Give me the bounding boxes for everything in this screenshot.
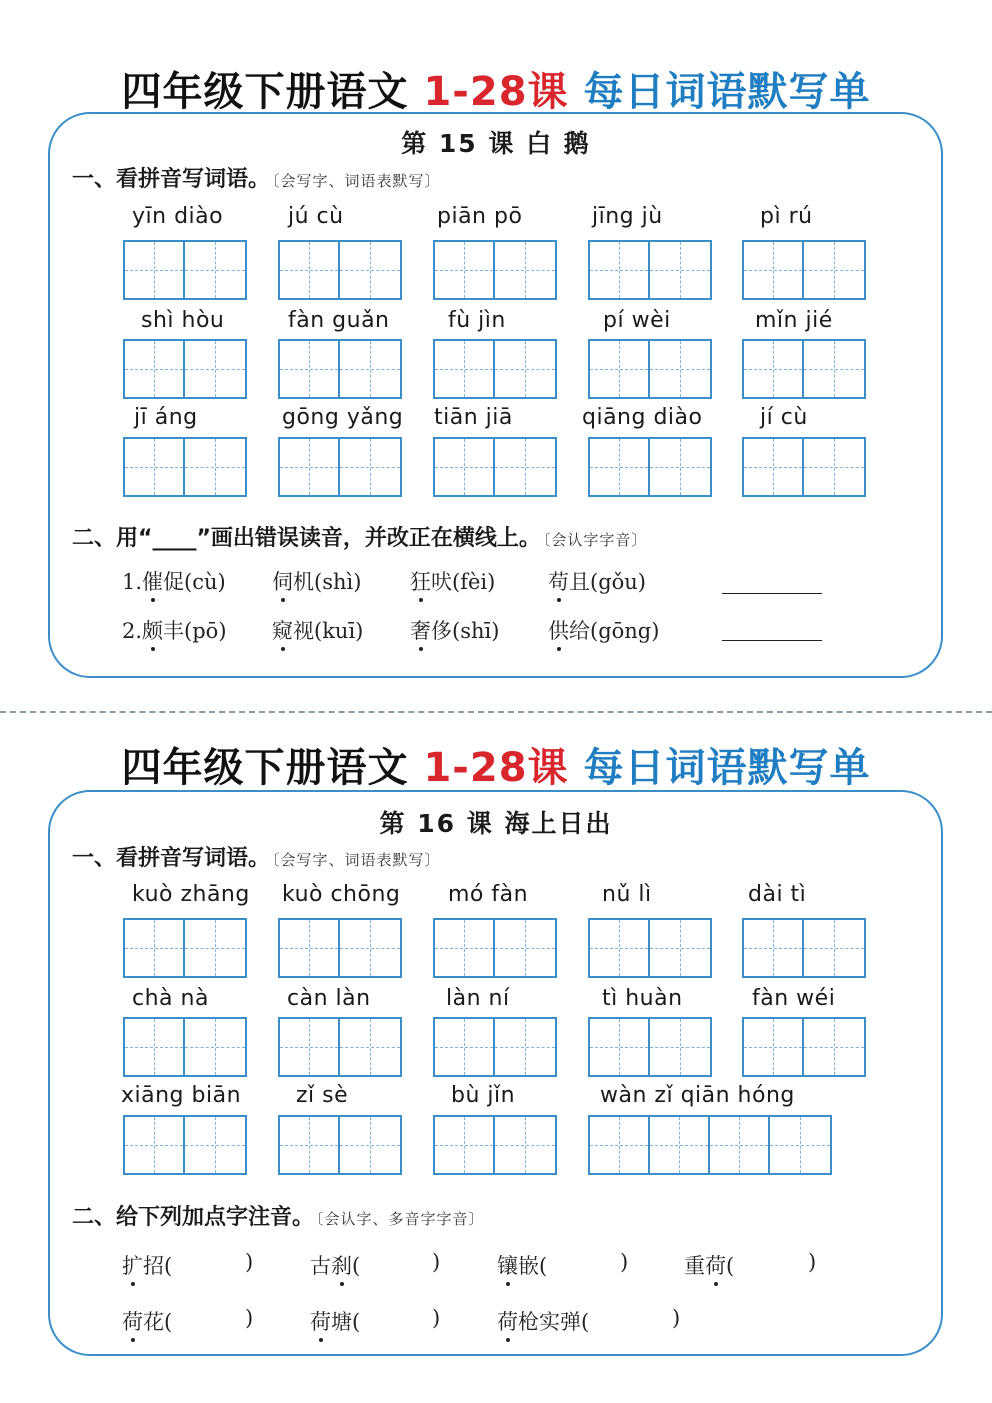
writing-grid[interactable]: [123, 339, 247, 399]
item-number: 2.: [122, 619, 143, 643]
section-heading: [72, 841, 441, 872]
pinyin-label: pí wèi: [603, 308, 671, 333]
writing-grid[interactable]: [588, 1017, 712, 1077]
word-reading: 吠(fèi): [431, 570, 496, 594]
pronunciation-item: [410, 615, 499, 645]
pronunciation-item: [272, 566, 361, 596]
answer-paren-close[interactable]: ): [808, 1250, 817, 1274]
pinyin-label: jīng jù: [592, 204, 663, 229]
dotted-char: 伺: [272, 566, 293, 596]
pinyin-label: dài tì: [748, 882, 807, 907]
answer-paren-close[interactable]: ): [432, 1250, 441, 1274]
item-suffix: 花(: [143, 1310, 173, 1334]
section-heading-text: 一、看拼音写词语。: [72, 846, 271, 871]
word-reading: 视(kuī): [293, 619, 364, 643]
pinyin-label: kuò zhāng: [132, 882, 250, 907]
pinyin-label: zǐ sè: [296, 1083, 349, 1108]
section-heading-text: 二、用“____”画出错误读音，并改正在横线上。: [72, 526, 541, 551]
pinyin-label: nǔ lì: [602, 882, 652, 907]
pronunciation-row: [122, 566, 226, 596]
dotted-char: 荷: [310, 1306, 331, 1336]
pinyin-label: tì huàn: [602, 986, 683, 1011]
section-note: 〔会写字、词语表默写〕: [272, 851, 441, 869]
dotted-char: 荷: [122, 1306, 143, 1336]
item-suffix: 塘(: [331, 1310, 361, 1334]
writing-grid[interactable]: [123, 240, 247, 300]
annotation-item: [497, 1250, 547, 1280]
annotation-item: [310, 1250, 360, 1280]
pronunciation-item: [548, 615, 659, 645]
section-heading-text: 一、看拼音写词语。: [72, 167, 271, 192]
pinyin-label: shì hòu: [141, 308, 225, 333]
dotted-char: 苟: [548, 566, 569, 596]
pinyin-label: tiān jiā: [434, 405, 513, 430]
pronunciation-item: [272, 615, 363, 645]
word-reading: 丰(pō): [163, 619, 227, 643]
pinyin-label: mó fàn: [448, 882, 529, 907]
answer-paren-close[interactable]: ): [245, 1250, 254, 1274]
dotted-char: 窥: [272, 615, 293, 645]
section-heading: [72, 1200, 485, 1231]
sheet-title: [0, 60, 992, 117]
pinyin-label: xiāng biān: [121, 1083, 242, 1108]
annotation-item: [310, 1306, 360, 1336]
pinyin-label: fàn guǎn: [288, 308, 390, 333]
dotted-char: 催: [142, 566, 163, 596]
dotted-char: 刹: [331, 1250, 352, 1280]
pinyin-label: chà nà: [132, 986, 209, 1011]
pinyin-label: bù jǐn: [451, 1083, 516, 1108]
writing-grid[interactable]: [742, 437, 866, 497]
answer-line[interactable]: [722, 640, 822, 641]
writing-grid[interactable]: [433, 1115, 557, 1175]
word-reading: 促(cù): [163, 570, 226, 594]
pinyin-label: jú cù: [288, 204, 344, 229]
title-part-lessons: 1-28课: [423, 69, 569, 115]
writing-grid[interactable]: [123, 918, 247, 978]
annotation-item: [122, 1306, 172, 1336]
section-note: 〔会认字、多音字字音〕: [316, 1210, 485, 1228]
writing-grid[interactable]: [278, 1017, 402, 1077]
word-reading: 侈(shī): [431, 619, 500, 643]
annotation-item: [684, 1250, 734, 1280]
pinyin-label: kuò chōng: [282, 882, 401, 907]
writing-grid[interactable]: [278, 240, 402, 300]
dotted-char: 供: [548, 615, 569, 645]
section-heading: [72, 521, 647, 552]
writing-grid[interactable]: [278, 918, 402, 978]
pinyin-label: pì rú: [760, 204, 813, 229]
pinyin-label: càn làn: [287, 986, 371, 1011]
pinyin-label: làn ní: [446, 986, 510, 1011]
section-heading-text: 二、给下列加点字注音。: [72, 1205, 315, 1230]
writing-grid[interactable]: [433, 437, 557, 497]
item-suffix: (: [352, 1254, 361, 1278]
sheet-title: [0, 736, 992, 793]
writing-grid[interactable]: [123, 1017, 247, 1077]
writing-grid[interactable]: [278, 339, 402, 399]
writing-grid[interactable]: [433, 918, 557, 978]
pinyin-label: piān pō: [437, 204, 523, 229]
item-prefix: 重: [684, 1254, 705, 1278]
item-suffix: 枪实弹(: [518, 1310, 590, 1334]
writing-grid[interactable]: [123, 1115, 247, 1175]
section-heading: [72, 162, 441, 193]
pinyin-label: yīn diào: [132, 204, 224, 229]
writing-grid[interactable]: [742, 918, 866, 978]
dotted-char: 镶: [497, 1250, 518, 1280]
answer-paren-close[interactable]: ): [672, 1306, 681, 1330]
title-part-grade: 四年级下册语文: [121, 69, 409, 115]
writing-grid[interactable]: [278, 437, 402, 497]
pinyin-label: wàn zǐ qiān hóng: [600, 1083, 795, 1108]
word-reading: 给(gōng): [569, 619, 660, 643]
writing-grid[interactable]: [742, 1017, 866, 1077]
answer-paren-close[interactable]: ): [620, 1250, 629, 1274]
answer-paren-close[interactable]: ): [245, 1306, 254, 1330]
pinyin-label: fàn wéi: [752, 986, 836, 1011]
cut-line: [0, 711, 992, 713]
lesson-title: 第 16 课 海上日出: [379, 809, 613, 838]
annotation-item: [497, 1306, 589, 1336]
word-reading: 且(gǒu): [569, 570, 646, 594]
answer-line[interactable]: [722, 593, 822, 594]
title-part-lessons: 1-28课: [423, 745, 569, 791]
item-suffix: (: [726, 1254, 735, 1278]
writing-grid[interactable]: [433, 339, 557, 399]
dotted-char: 颇: [142, 615, 163, 645]
title-part-worksheet: 每日词语默写单: [583, 745, 871, 791]
pinyin-label: qiāng diào: [582, 405, 703, 430]
annotation-item: [122, 1250, 172, 1280]
lesson-title: 第 15 课 白 鹅: [401, 129, 591, 158]
section-note: 〔会写字、词语表默写〕: [272, 172, 441, 190]
dotted-char: 奢: [410, 615, 431, 645]
writing-grid[interactable]: [123, 437, 247, 497]
pronunciation-item: [410, 566, 495, 596]
dotted-char: 扩: [122, 1250, 143, 1280]
pinyin-label: mǐn jié: [755, 308, 833, 333]
pronunciation-item: [548, 566, 646, 596]
title-part-worksheet: 每日词语默写单: [583, 69, 871, 115]
writing-grid[interactable]: [278, 1115, 402, 1175]
writing-grid[interactable]: [588, 339, 712, 399]
writing-grid[interactable]: [433, 1017, 557, 1077]
dotted-char: 荷: [705, 1250, 726, 1280]
dotted-char: 狂: [410, 566, 431, 596]
dotted-char: 荷: [497, 1306, 518, 1336]
pinyin-label: jī áng: [134, 405, 198, 430]
writing-grid[interactable]: [433, 240, 557, 300]
word-reading: 机(shì): [293, 570, 362, 594]
pinyin-label: fù jìn: [448, 308, 506, 333]
pinyin-label: gōng yǎng: [282, 405, 404, 430]
writing-grid[interactable]: [742, 240, 866, 300]
item-suffix: 嵌(: [518, 1254, 548, 1278]
writing-grid[interactable]: [588, 918, 712, 978]
pinyin-label: jí cù: [760, 405, 808, 430]
section-note: 〔会认字字音〕: [542, 531, 648, 549]
title-part-grade: 四年级下册语文: [121, 745, 409, 791]
writing-grid-four[interactable]: [588, 1115, 832, 1175]
item-prefix: 古: [310, 1254, 331, 1278]
pronunciation-row: [122, 615, 227, 645]
item-number: 1.: [122, 570, 143, 594]
writing-grid[interactable]: [588, 240, 712, 300]
writing-grid[interactable]: [588, 437, 712, 497]
writing-grid[interactable]: [742, 339, 866, 399]
item-suffix: 招(: [143, 1254, 173, 1278]
answer-paren-close[interactable]: ): [432, 1306, 441, 1330]
